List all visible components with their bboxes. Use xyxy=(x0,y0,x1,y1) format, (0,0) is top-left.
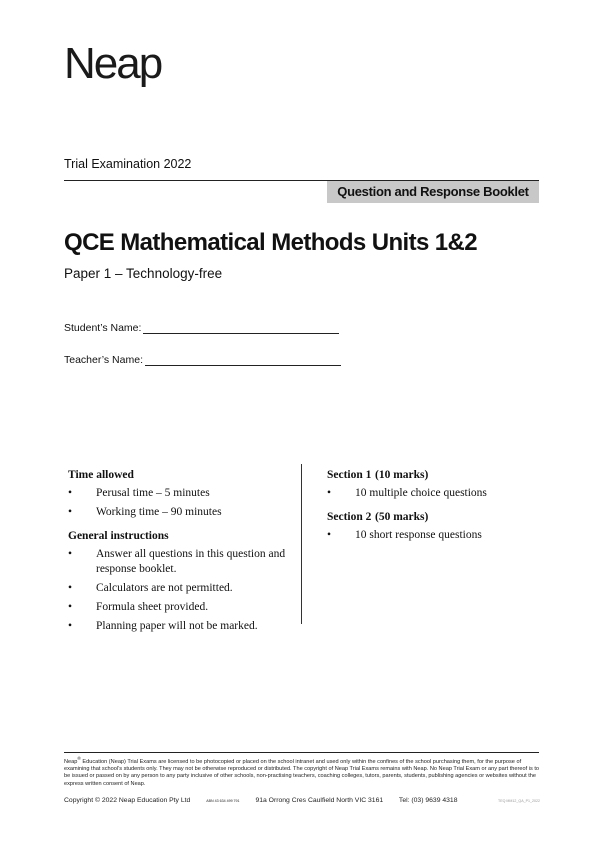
teacher-name-field[interactable] xyxy=(64,354,341,366)
section-2-heading: Section 2 (50 marks) xyxy=(327,510,429,523)
list-item: • Perusal time – 5 minutes xyxy=(68,487,210,499)
list-item: • 10 multiple choice questions xyxy=(327,487,487,499)
sections-column xyxy=(327,469,542,547)
bullet-icon: • xyxy=(327,528,332,541)
paper-subtitle: Paper 1 – Technology-free xyxy=(64,266,223,281)
list-item: • Working time – 90 minutes xyxy=(68,505,222,518)
abn: ABN 43 634 499 791 xyxy=(206,799,240,803)
footer xyxy=(64,797,540,804)
section-1-heading: Section 1 (10 marks) xyxy=(327,469,429,481)
telephone: Tel: (03) 9639 4318 xyxy=(398,797,458,804)
teacher-name-label: Teacher’s Name: xyxy=(64,354,143,366)
page-title: QCE Mathematical Methods Units 1&2 xyxy=(64,229,478,256)
bullet-icon: • xyxy=(68,547,73,560)
list-item: • Answer all questions in this question and response booklet. xyxy=(68,547,286,575)
list-item: • Planning paper will not be marked. xyxy=(68,619,258,632)
bullet-icon: • xyxy=(68,581,73,594)
student-name-field[interactable] xyxy=(64,322,339,334)
document-code: TEQ MM12_QA_P1_2022 xyxy=(498,799,540,803)
address: 91a Orrong Cres Caulfield North VIC 3161 xyxy=(255,797,384,804)
neap-logo: Neap xyxy=(64,39,162,88)
copyright: Copyright © 2022 Neap Education Pty Ltd xyxy=(64,797,191,804)
list-item: • Formula sheet provided. xyxy=(68,600,209,613)
exam-label: Trial Examination 2022 xyxy=(64,157,192,171)
list-item: • 10 short response questions xyxy=(327,528,482,541)
bullet-icon: • xyxy=(68,505,73,518)
student-name-line[interactable] xyxy=(143,322,339,334)
student-name-label: Student’s Name: xyxy=(64,322,142,334)
instructions-column xyxy=(68,469,293,638)
bullet-icon: • xyxy=(68,487,73,499)
teacher-name-line[interactable] xyxy=(145,354,341,366)
footer-rule xyxy=(64,752,539,753)
legal-notice: Neap® Education (Neap) Trial Exams are licensed to be photocopied or placed on the school intranet and used only within the confines of the school purchasing them, for the purpose of examining that school’s students only. They may not be otherwise reproduced or distributed. The copyright of Neap Trial Exams remains with Neap. No Neap Trial Exam or any part thereof is to be issued or passed on by any person to any party inclusive of other schools, non-practising teachers, coaching colleges, tutors, parents, students, publishing agencies or websites without the express written consent of Neap. xyxy=(64,756,539,787)
general-instructions-heading: General instructions xyxy=(68,529,169,542)
bullet-icon: • xyxy=(68,619,73,632)
booklet-label: Question and Response Booklet xyxy=(327,181,539,203)
bullet-icon: • xyxy=(68,600,73,613)
bullet-icon: • xyxy=(327,487,332,499)
list-item: • Calculators are not permitted. xyxy=(68,581,233,594)
time-allowed-heading: Time allowed xyxy=(68,469,134,481)
column-divider xyxy=(301,464,302,624)
